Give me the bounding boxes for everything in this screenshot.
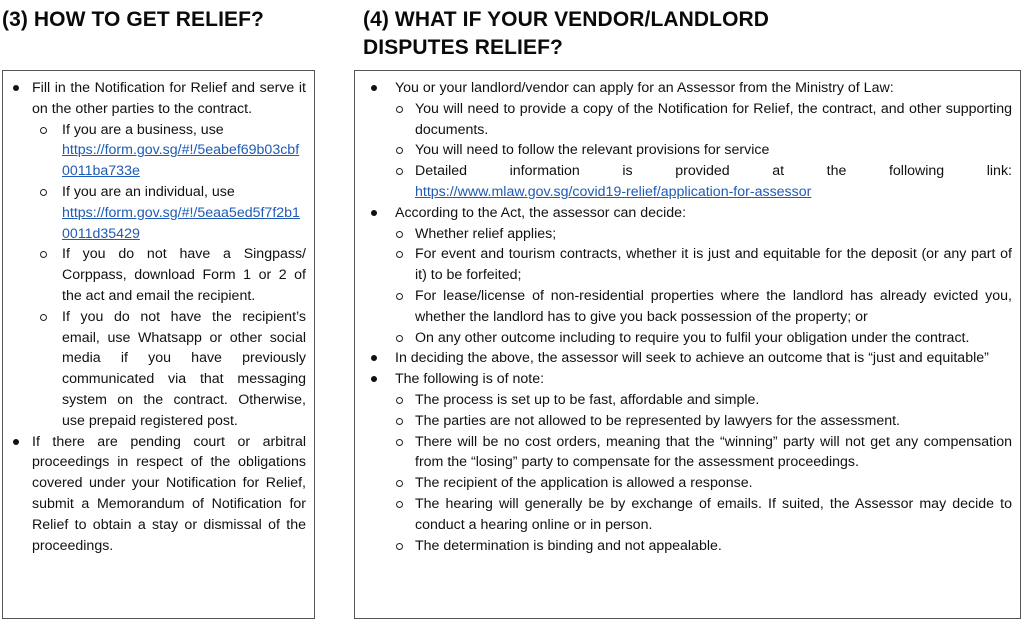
sub-item-text: The parties are not allowed to be represented by lawyers for the assessment. [415,412,900,429]
business-text: If you are a business, use [62,121,224,138]
sub-item-text: There will be no cost orders, meaning that the “winning” party will not get any compensation from the “losing” party to compensate for the assessment proceedings. [415,433,1012,471]
bullet-text: According to the Act, the assessor can decide: [395,204,687,221]
no-singpass-text: If you do not have a Singpass/ Corppass, download Form 1 or 2 of the act and email the recipient. [62,246,306,304]
sub-item-text: You will need to provide a copy of the Notification for Relief, the contract, and other supporting documents. [415,100,1012,138]
bullet-text: The following is of note: [395,371,545,388]
list-item [32,182,306,244]
list-item [395,432,1012,474]
section-4-heading-line1: (4) WHAT IF YOUR VENDOR/LANDLORD [363,8,770,31]
individual-text: If you are an individual, use [62,183,235,200]
sub-item-text: The determination is binding and not appealable. [415,537,722,554]
sub-item-text: The hearing will generally be by exchange of emails. If suited, the Assessor may decide to conduct a hearing online or in person. [415,495,1012,533]
sub-item-text: The process is set up to be fast, affordable and simple. [415,391,760,408]
business-form-link[interactable]: https://form.gov.sg/#!/5eabef69b03cbf0011ba733e [62,142,300,180]
sub-item-text: The recipient of the application is allowed a response. [415,475,753,492]
list-item [363,78,1012,203]
sub-item-text: For lease/license of non-residential properties where the landlord has already evicted you, whether the landlord has to give you back possession of the property; or [415,287,1012,325]
list-item [395,494,1012,536]
list-item [395,140,1012,161]
list-item [32,307,306,432]
individual-form-link[interactable]: https://form.gov.sg/#!/5eaa5ed5f7f2b10011d35429 [62,204,300,242]
sub-item-text: You will need to follow the relevant provisions for service [415,142,770,159]
list-item [395,224,1012,245]
assessor-application-link[interactable]: https://www.mlaw.gov.sg/covid19-relief/application-for-assessor [415,183,812,200]
list-item [395,536,1012,557]
list-item [395,286,1012,328]
disputes-relief-box [354,70,1021,619]
section-4-heading [363,6,769,62]
list-item [32,244,306,306]
list-item [395,161,1012,203]
sub-item-text: Whether relief applies; [415,225,557,242]
list-item [363,348,1012,369]
sub-item-text: For event and tourism contracts, whether it is just and equitable for the deposit (or any part of it) to be forfeited; [415,246,1012,284]
how-to-get-relief-box [2,70,315,619]
list-item [11,432,306,557]
section-4-heading-line2: DISPUTES RELIEF? [363,36,563,59]
list-item [363,203,1012,349]
list-item [363,369,1012,556]
section-3-heading: (3) HOW TO GET RELIEF? [2,8,264,31]
list-item [395,99,1012,141]
sub-item-text: On any other outcome including to require you to fulfil your obligation under the contract. [415,329,970,346]
list-item [11,78,306,432]
no-email-text: If you do not have the recipient’s email, use Whatsapp or other social media if you have previously communicated via that messaging system on the contract. Otherwise, use prepaid registered post. [62,308,306,429]
bullet-text: You or your landlord/vendor can apply for an Assessor from the Ministry of Law: [395,80,894,96]
bullet-text: If there are pending court or arbitral proceedings in respect of the obligations covered under your Notification for Relief, submit a Memorandum of Notification for Relief to obtain a stay or dismissal of the proceedings. [32,433,306,554]
list-item [395,473,1012,494]
bullet-text: In deciding the above, the assessor will seek to achieve an outcome that is “just and equitable” [395,350,989,367]
list-item [395,390,1012,411]
list-item [395,244,1012,286]
list-item [395,411,1012,432]
list-item [395,328,1012,349]
bullet-text: Fill in the Notification for Relief and serve it on the other parties to the contract. [32,80,306,117]
detail-text: Detailed information is provided at the following link: [415,163,1012,180]
list-item [32,120,306,182]
